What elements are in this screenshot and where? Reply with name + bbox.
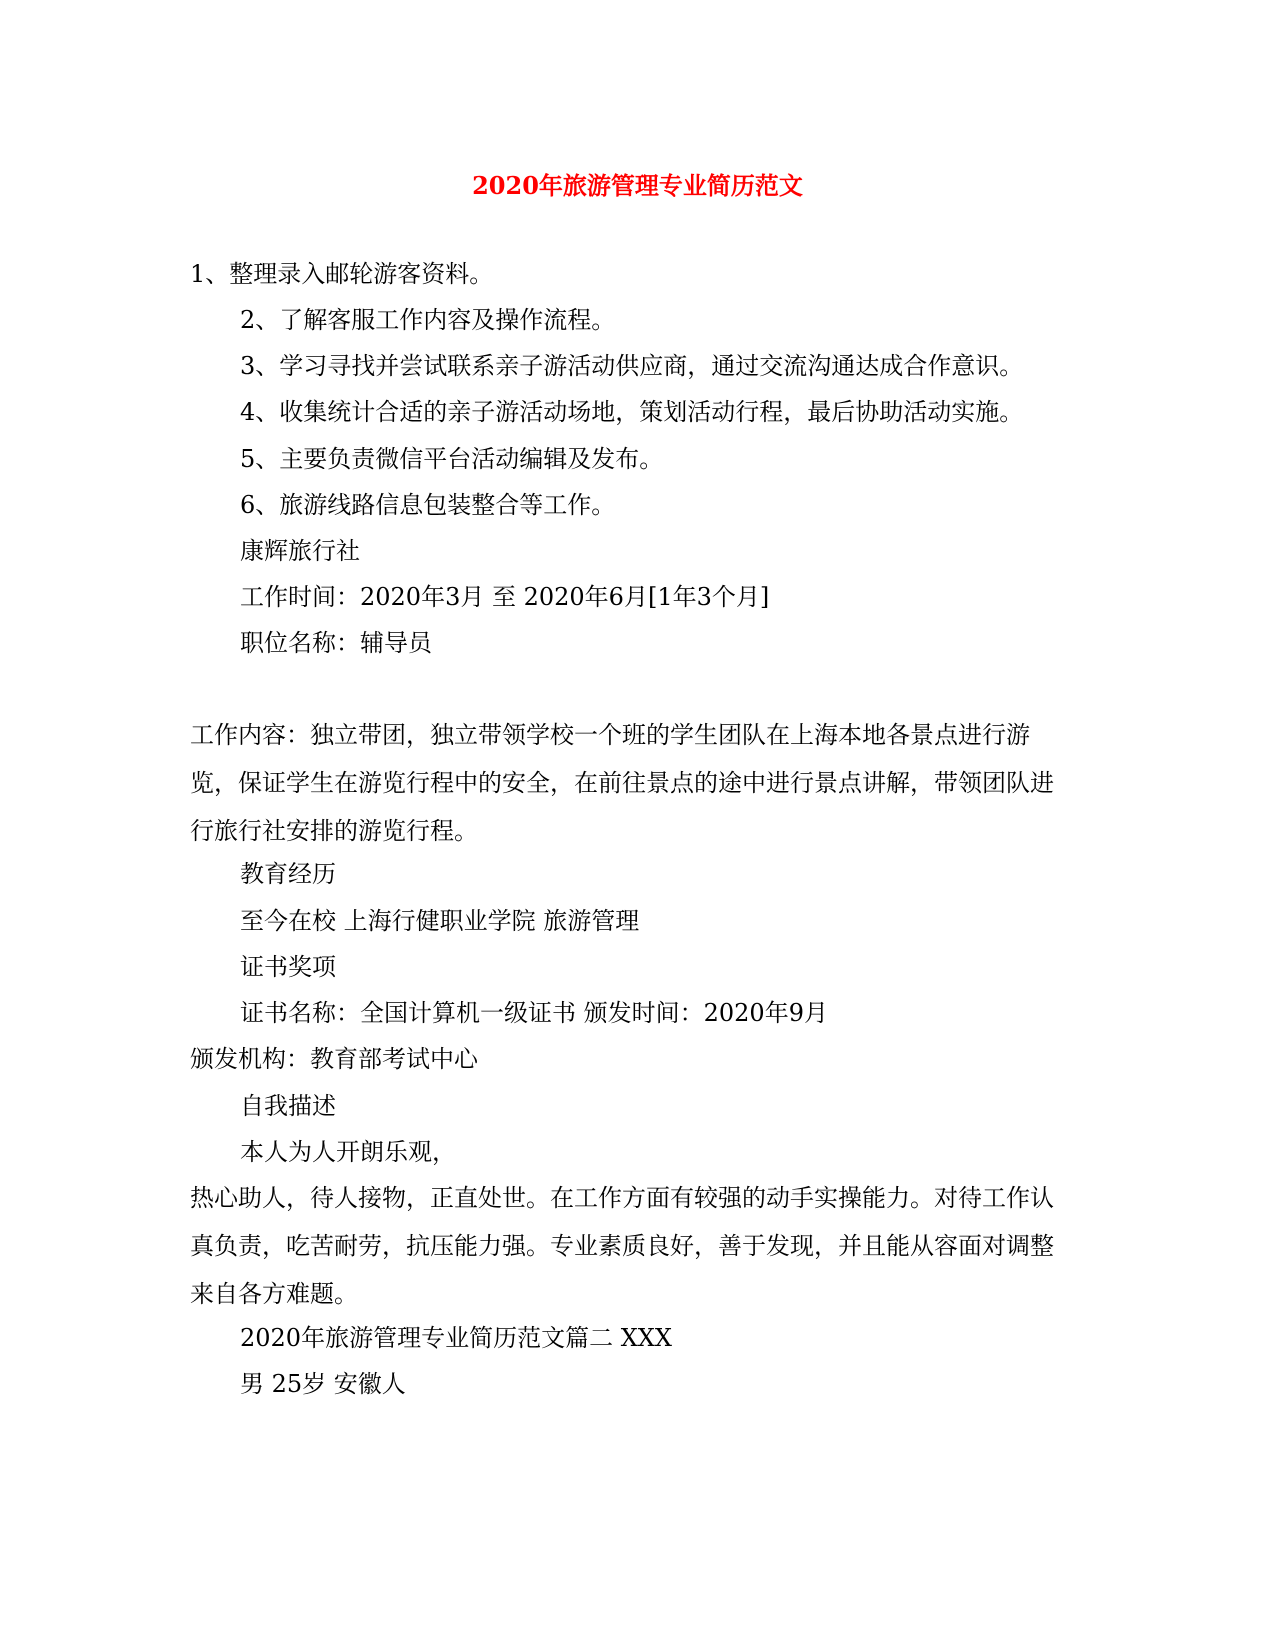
work-time: 工作时间：2020年3月 至 2020年6月[1年3个月] xyxy=(240,583,770,611)
document-title: 2020年旅游管理专业简历范文 xyxy=(472,171,803,200)
certificate-heading: 证书奖项 xyxy=(240,953,336,981)
personal-info: 男 25岁 安徽人 xyxy=(240,1370,406,1398)
task-item-2: 2、了解客服工作内容及操作流程。 xyxy=(240,306,616,334)
task-item-5: 5、主要负责微信平台活动编辑及发布。 xyxy=(240,445,664,473)
company-name: 康辉旅行社 xyxy=(240,537,360,565)
self-description-line: 本人为人开朗乐观， xyxy=(240,1138,456,1166)
education-heading: 教育经历 xyxy=(240,860,336,888)
education-entry: 至今在校 上海行健职业学院 旅游管理 xyxy=(240,907,640,935)
task-item-1: 1、整理录入邮轮游客资料。 xyxy=(190,260,494,288)
self-description-heading: 自我描述 xyxy=(240,1092,336,1120)
second-resume-title: 2020年旅游管理专业简历范文篇二 XXX xyxy=(240,1324,672,1352)
certificate-issuer: 颁发机构：教育部考试中心 xyxy=(190,1045,478,1073)
task-item-3: 3、学习寻找并尝试联系亲子游活动供应商，通过交流沟通达成合作意识。 xyxy=(240,352,1024,380)
work-content-paragraph: 工作内容：独立带团，独立带领学校一个班的学生团队在上海本地各景点进行游览，保证学生在游览行程中的安全，在前往景点的途中进行景点讲解，带领团队进行旅行社安排的游览行程。 xyxy=(190,721,1054,845)
task-item-4: 4、收集统计合适的亲子游活动场地，策划活动行程，最后协助活动实施。 xyxy=(240,398,1024,426)
certificate-entry: 证书名称：全国计算机一级证书 颁发时间：2020年9月 xyxy=(240,999,828,1027)
position-title: 职位名称：辅导员 xyxy=(240,629,432,657)
task-item-6: 6、旅游线路信息包装整合等工作。 xyxy=(240,491,616,519)
self-description-paragraph: 热心助人，待人接物，正直处世。在工作方面有较强的动手实操能力。对待工作认真负责，吃苦耐劳，抗压能力强。专业素质良好，善于发现，并且能从容面对调整来自各方难题。 xyxy=(190,1184,1054,1308)
